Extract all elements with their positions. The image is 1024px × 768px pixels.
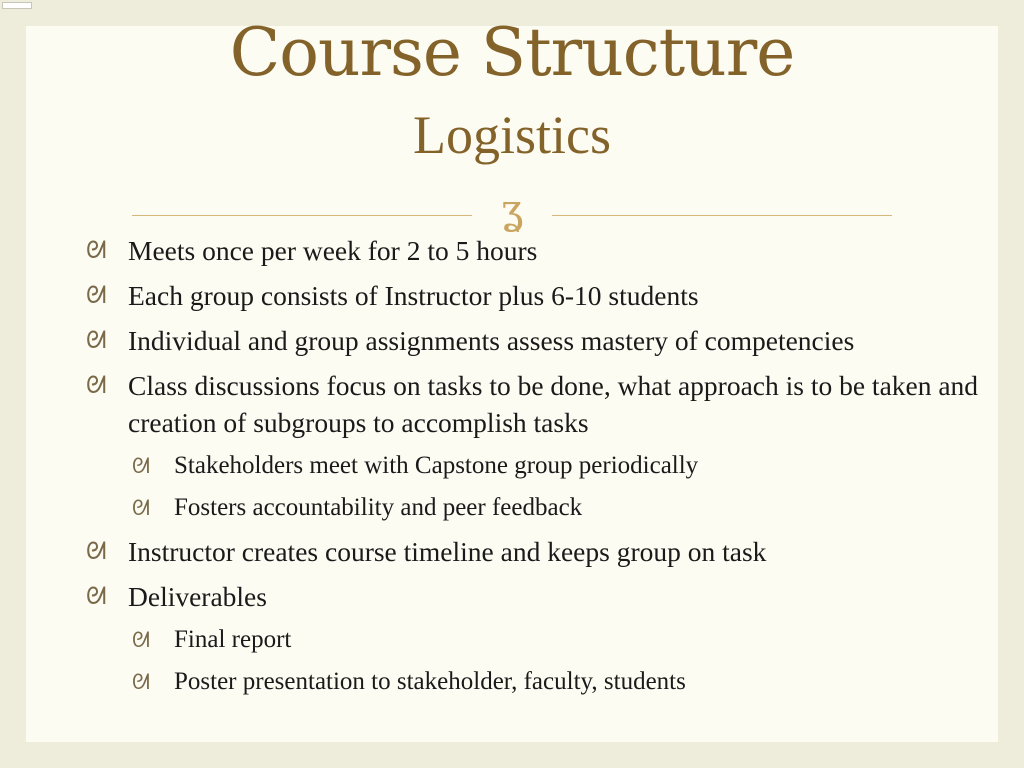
divider-line-left — [132, 215, 472, 216]
bullet-text: Meets once per week for 2 to 5 hours — [128, 235, 538, 266]
bullet-item — [86, 578, 986, 615]
bullet-curl-icon: ᘛ — [86, 326, 107, 354]
sub-bullet-curl-icon: ᘛ — [132, 496, 150, 520]
sub-bullet-curl-icon: ᘛ — [132, 454, 150, 478]
bullet-item — [86, 232, 986, 269]
bullet-text: Deliverables — [128, 581, 267, 612]
bullet-item — [86, 322, 986, 359]
bullet-item — [86, 277, 986, 314]
bullet-text: Instructor creates course timeline and keeps group on task — [128, 536, 767, 567]
bullet-list — [86, 232, 986, 707]
sub-bullet-text: Stakeholders meet with Capstone group periodically — [174, 452, 699, 479]
bullet-text: Individual and group assignments assess mastery of competencies — [128, 325, 855, 356]
bullet-text: Class discussions focus on tasks to be done, what approach is to be taken and creation of subgroups to accomplish tasks — [128, 370, 979, 438]
slide-title: Course Structure — [229, 14, 795, 91]
sub-bullet-item — [86, 449, 986, 483]
bullet-text: Each group consists of Instructor plus 6-10 students — [128, 280, 699, 311]
divider-line-right — [552, 215, 892, 216]
bullet-curl-icon: ᘛ — [86, 281, 107, 309]
bullet-curl-icon: ᘛ — [86, 537, 107, 565]
sub-bullet-item — [86, 491, 986, 525]
sub-bullet-text: Fosters accountability and peer feedback — [174, 494, 583, 521]
sub-bullet-curl-icon: ᘛ — [132, 628, 150, 652]
bullet-curl-icon: ᘛ — [86, 371, 107, 399]
thumbnail-marker — [2, 2, 32, 9]
sub-bullet-text: Poster presentation to stakeholder, faculty, students — [174, 668, 686, 695]
bullet-item — [86, 367, 986, 441]
bullet-item — [86, 533, 986, 570]
sub-bullet-text: Final report — [174, 626, 292, 653]
sub-bullet-item — [86, 665, 986, 699]
sub-bullet-item — [86, 623, 986, 657]
bullet-curl-icon: ᘛ — [86, 236, 107, 264]
title-divider — [132, 187, 892, 236]
bullet-curl-icon: ᘛ — [86, 582, 107, 610]
ornamental-curl-icon: ʓ — [500, 187, 524, 233]
slide-subtitle: Logistics — [413, 105, 611, 165]
sub-bullet-curl-icon: ᘛ — [132, 670, 150, 694]
